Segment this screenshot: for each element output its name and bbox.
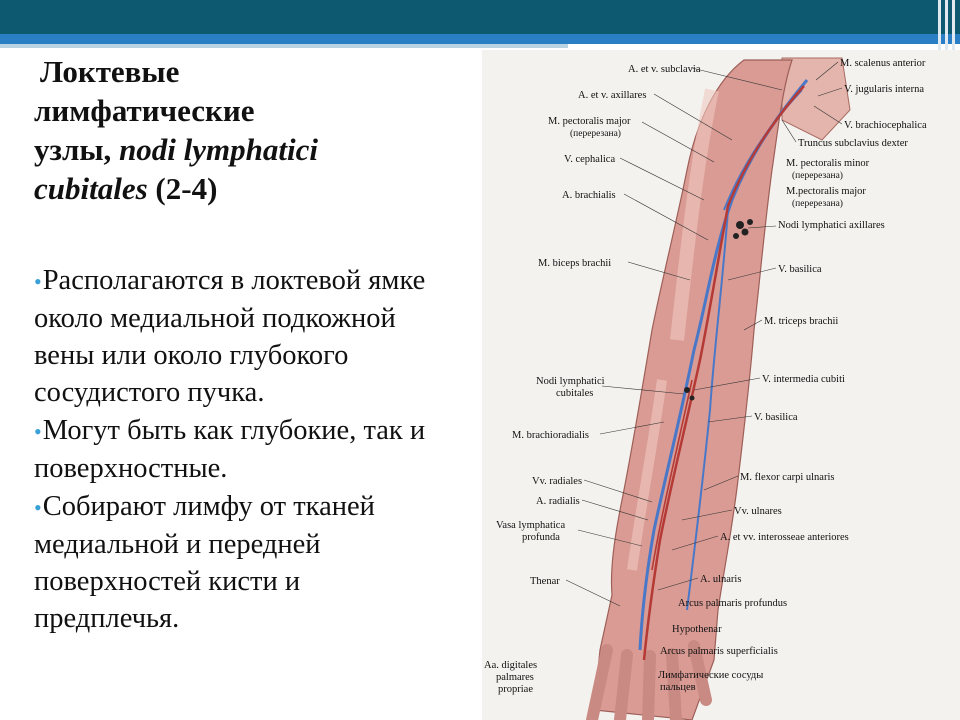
svg-text:Arcus palmaris profundus: Arcus palmaris profundus [678, 598, 788, 609]
svg-text:M. triceps brachii: M. triceps brachii [764, 316, 839, 327]
svg-text:(перерезана): (перерезана) [570, 129, 621, 139]
svg-text:M. pectoralis minor: M. pectoralis minor [786, 158, 870, 169]
svg-text:(перерезана): (перерезана) [792, 171, 843, 181]
svg-text:M. biceps brachii: M. biceps brachii [538, 258, 612, 269]
svg-text:V. basilica: V. basilica [778, 264, 822, 275]
svg-text:palmares: palmares [496, 672, 534, 683]
bullet-dot-icon: • [34, 269, 42, 294]
slide-title [34, 52, 454, 208]
svg-text:A. et v. subclavia: A. et v. subclavia [628, 64, 701, 75]
svg-text:Nodi lymphatici axillares: Nodi lymphatici axillares [778, 220, 885, 231]
svg-text:A. et vv. interosseae anterior: A. et vv. interosseae anteriores [720, 532, 849, 543]
svg-text:A. ulnaris: A. ulnaris [700, 574, 742, 585]
svg-text:A. et v. axillares: A. et v. axillares [578, 90, 647, 101]
title-count: (2-4) [147, 171, 218, 206]
bullet-dot-icon: • [34, 419, 42, 444]
svg-text:V. intermedia cubiti: V. intermedia cubiti [762, 374, 845, 385]
svg-text:V. jugularis interna: V. jugularis interna [844, 84, 925, 95]
svg-text:M.pectoralis major: M.pectoralis major [786, 186, 866, 197]
svg-text:(перерезана): (перерезана) [792, 199, 843, 209]
svg-text:M. brachioradialis: M. brachioradialis [512, 430, 589, 441]
svg-text:Aa. digitales: Aa. digitales [484, 660, 538, 671]
svg-text:cubitales: cubitales [556, 388, 594, 399]
svg-text:Arcus palmaris superficialis: Arcus palmaris superficialis [660, 646, 778, 657]
title-latin-2: cubitales [34, 171, 148, 206]
svg-text:A. brachialis: A. brachialis [562, 190, 616, 201]
title-line-1: Локтевые [40, 54, 180, 89]
title-line-3: узлы, [34, 132, 120, 167]
svg-text:propriae: propriae [498, 684, 533, 695]
svg-text:M. pectoralis major: M. pectoralis major [548, 116, 631, 127]
header-stripe-light [0, 44, 568, 48]
svg-text:M. flexor carpi ulnaris: M. flexor carpi ulnaris [740, 472, 835, 483]
svg-text:V. cephalica: V. cephalica [564, 154, 616, 165]
svg-text:Nodi lymphatici: Nodi lymphatici [536, 376, 605, 387]
bullet-list [32, 262, 452, 638]
svg-text:Vv. ulnares: Vv. ulnares [734, 506, 782, 517]
svg-text:Thenar: Thenar [530, 576, 560, 587]
svg-text:V. brachiocephalica: V. brachiocephalica [844, 120, 927, 131]
bullet-item: •Могут быть как глубокие, так и поверхностные. [34, 415, 426, 484]
bullet-item: •Располагаются в локтевой ямке около медиальной подкожной вены или около глубокого сосудистого пучка. [34, 265, 426, 408]
svg-text:Vv. radiales: Vv. radiales [532, 476, 583, 487]
svg-text:M. scalenus anterior: M. scalenus anterior [840, 58, 926, 69]
bullet-item: •Собирают лимфу от тканей медиальной и передней поверхностей кисти и предплечья. [34, 491, 375, 634]
bullet-dot-icon: • [34, 495, 42, 520]
svg-text:Hypothenar: Hypothenar [672, 624, 722, 635]
arm-anatomy-figure [482, 50, 960, 720]
arm-illustration [482, 50, 960, 720]
svg-text:Truncus subclavius dexter: Truncus subclavius dexter [798, 138, 908, 149]
svg-text:V. basilica: V. basilica [754, 412, 798, 423]
svg-text:Лимфатические сосуды: Лимфатические сосуды [658, 670, 764, 681]
header-bar [0, 0, 960, 34]
header-stripe [0, 34, 960, 44]
svg-text:Vasa lymphatica: Vasa lymphatica [496, 520, 566, 531]
title-latin-1: nodi lymphatici [119, 132, 318, 167]
svg-text:A. radialis: A. radialis [536, 496, 580, 507]
svg-text:profunda: profunda [522, 532, 560, 543]
title-line-2: лимфатические [34, 93, 255, 128]
svg-text:пальцев: пальцев [660, 682, 696, 693]
